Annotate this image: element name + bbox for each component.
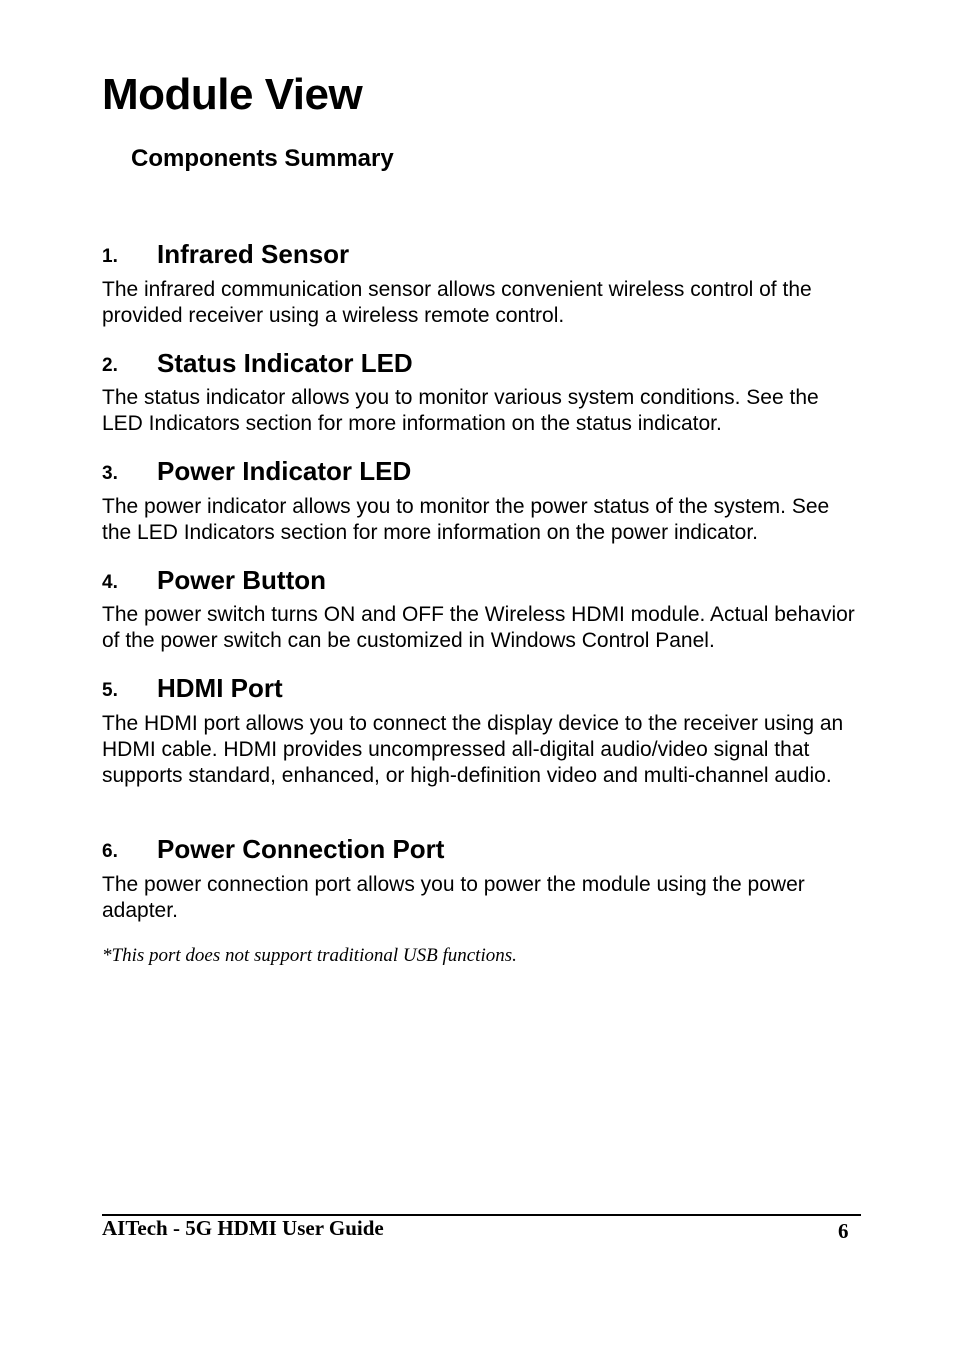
usb-footnote: *This port does not support traditional USB functions. <box>102 945 517 966</box>
footer-page-number: 6 <box>838 1219 849 1243</box>
footer-document-title: AITech - 5G HDMI User Guide <box>102 1216 384 1240</box>
section-title: HDMI Port <box>157 673 283 703</box>
section-text-status-indicator-led: The status indicator allows you to monitor various system conditions. See the LED Indicators section for more information on the status indicator. <box>102 386 819 435</box>
section-subtitle: Components Summary <box>131 145 394 172</box>
section-title: Power Button <box>157 565 326 595</box>
section-number: 5. <box>102 680 118 701</box>
section-text-infrared-sensor: The infrared communication sensor allows convenient wireless control of the provided receiver using a wireless remote control. <box>102 278 812 327</box>
section-text-power-indicator-led: The power indicator allows you to monitor the power status of the system. See the LED Indicators section for more information on the power indicator. <box>102 495 830 544</box>
section-title: Power Indicator LED <box>157 456 412 486</box>
section-number: 3. <box>102 463 118 484</box>
section-text-hdmi-port: The HDMI port allows you to connect the display device to the receiver using an HDMI cable. HDMI provides uncompressed all-digital audio/video signal that supports standard, enhanced, or high-definition video and multi-channel audio. <box>102 712 844 787</box>
section-text-power-button: The power switch turns ON and OFF the Wireless HDMI module. Actual behavior of the power switch can be customized in Windows Control Panel. <box>102 603 855 652</box>
section-number: 1. <box>102 246 118 267</box>
section-number: 6. <box>102 841 118 862</box>
section-number: 4. <box>102 572 118 593</box>
page-title: Module View <box>102 70 363 119</box>
section-number: 2. <box>102 355 118 376</box>
section-text-power-connection-port: The power connection port allows you to power the module using the power adapter. <box>102 873 805 922</box>
section-title: Infrared Sensor <box>157 239 350 269</box>
section-title: Status Indicator LED <box>157 348 413 378</box>
section-title: Power Connection Port <box>157 834 445 864</box>
